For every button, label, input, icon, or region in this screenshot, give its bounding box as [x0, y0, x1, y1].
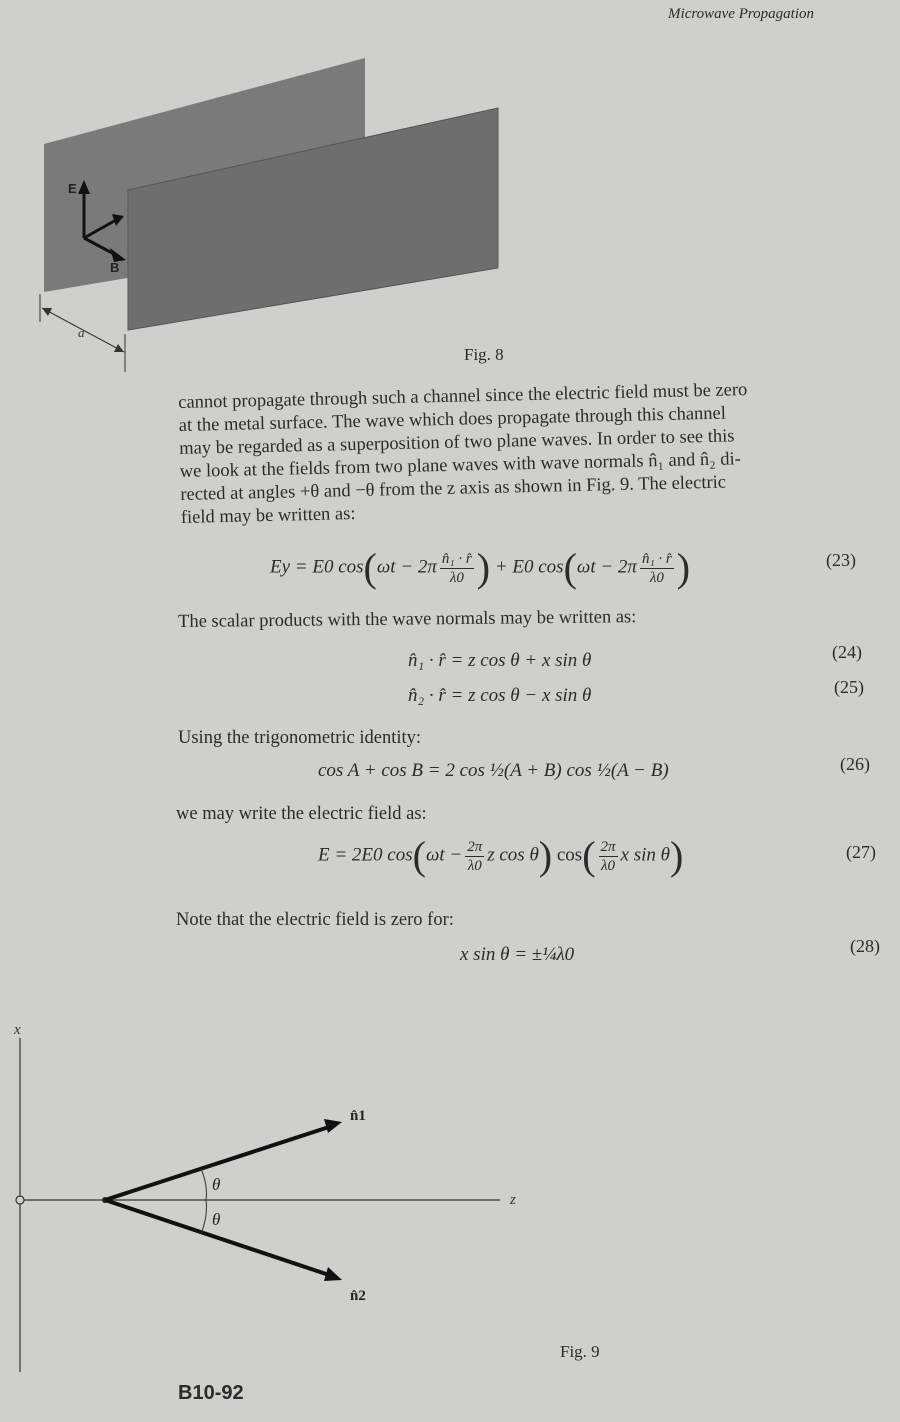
eq27-arg1: ωt −	[425, 844, 463, 866]
paragraph-line: cannot propagate through such a channel since the electric field must be zero	[178, 380, 748, 413]
paragraph-line: may be regarded as a superposition of two plane waves. In order to see this	[179, 426, 735, 459]
fig9-axis-z-label: z	[510, 1192, 516, 1208]
eq27-fraction	[465, 838, 484, 875]
eq27-lhs: E = 2E0 cos	[318, 844, 413, 866]
fig9-theta-lower: θ	[212, 1210, 221, 1229]
eq27-fraction-2	[599, 838, 618, 875]
n1-arrow-head	[324, 1119, 342, 1133]
equation-25: n̂₂ · r̂ = z cos θ − x sin θ	[408, 685, 592, 706]
fig8-label-e: E	[68, 181, 77, 196]
paragraph-line: rected at angles +θ and −θ from the z axis as shown in Fig. 9. The electric	[180, 472, 727, 505]
fig8-label-b: B	[110, 260, 120, 275]
eq23-arg2: ωt − 2π	[576, 556, 637, 578]
body-paragraph	[178, 376, 871, 530]
equation-24: n̂₁ · r̂ = z cos θ + x sin θ	[408, 650, 592, 671]
fig8-label-a: a	[78, 325, 85, 340]
eq23-numerator-2: n̂₁ · r̂	[641, 550, 672, 567]
text-identity: Using the trigonometric identity:	[178, 728, 422, 748]
equation-27: E = 2E0 cos(ωt − $\frac{2\pi}{\lambda 0}$ z cos θ) cos( $\frac{2\pi}{\lambda 0}$ x sin θ)	[318, 833, 684, 878]
eq25-number: (25)	[834, 677, 864, 697]
eq23-numerator: n̂₁ · r̂	[441, 550, 472, 567]
eq23-fraction	[440, 550, 474, 587]
eq23-arg1: ωt − 2π	[376, 556, 437, 578]
paragraph-line: field may be written as:	[180, 504, 356, 528]
fig8-channel-diagram	[30, 50, 510, 390]
theta-arc-lower	[201, 1200, 206, 1234]
eq23-denominator-2: λ0	[649, 569, 664, 586]
page-code: B10-92	[178, 1382, 244, 1404]
paragraph-line: we look at the fields from two plane waves with wave normals n̂₁ and n̂₂ di-	[179, 449, 741, 482]
eq23-fraction-2	[640, 550, 674, 587]
eq27-tail1: z cos θ	[487, 844, 539, 866]
theta-arc-upper	[201, 1169, 206, 1200]
text-note: Note that the electric field is zero for:	[176, 910, 454, 930]
equation-28: x sin θ = ±¼λ0	[460, 944, 575, 965]
eq23-lhs: Ey = E0 cos	[270, 556, 364, 578]
eq27-numerator: 2π	[467, 838, 483, 855]
eq23-mid: + E0 cos	[494, 556, 564, 578]
fig9-wave-normals-diagram	[0, 1010, 900, 1390]
paragraph-line: at the metal surface. The wave which does propagate through this channel	[178, 403, 727, 436]
eq27-numerator-2: 2π	[600, 838, 616, 855]
eq23-denominator: λ0	[449, 569, 464, 586]
fig9-n2-label: n̂2	[350, 1288, 366, 1304]
eq27-tail2: x sin θ	[620, 844, 670, 866]
eq24-number: (24)	[832, 642, 862, 662]
eq28-number: (28)	[850, 936, 880, 956]
eq27-cos2: cos	[556, 844, 583, 866]
fig9-axis-x-label: x	[14, 1022, 21, 1038]
text-scalar-products: The scalar products with the wave normals may be written as:	[178, 607, 637, 632]
text-write-field: we may write the electric field as:	[176, 804, 427, 824]
origin-marker	[16, 1196, 24, 1204]
eq27-denominator-2: λ0	[601, 857, 616, 874]
n2-arrow-head	[324, 1267, 342, 1281]
fig8-caption: Fig. 8	[464, 345, 504, 364]
fig9-caption: Fig. 9	[560, 1342, 600, 1361]
fig9-theta-upper: θ	[212, 1175, 221, 1194]
equation-23: Ey = E0 cos(ωt − 2π $\frac{\text{n̂₁ · r̂}}{\lambda 0}$ ) + E0 cos(ωt − 2π $\frac{\text{n̂₁ · r̂}}{\lambda 0}$ )	[270, 545, 691, 590]
eq26-number: (26)	[840, 754, 870, 774]
fig9-n1-label: n̂1	[350, 1108, 366, 1124]
eq27-number: (27)	[846, 842, 876, 862]
running-header: Microwave Propagation	[668, 6, 814, 22]
equation-26: cos A + cos B = 2 cos ½(A + B) cos ½(A − B)	[318, 760, 669, 781]
eq23-number: (23)	[826, 550, 856, 570]
eq27-denominator: λ0	[467, 857, 482, 874]
